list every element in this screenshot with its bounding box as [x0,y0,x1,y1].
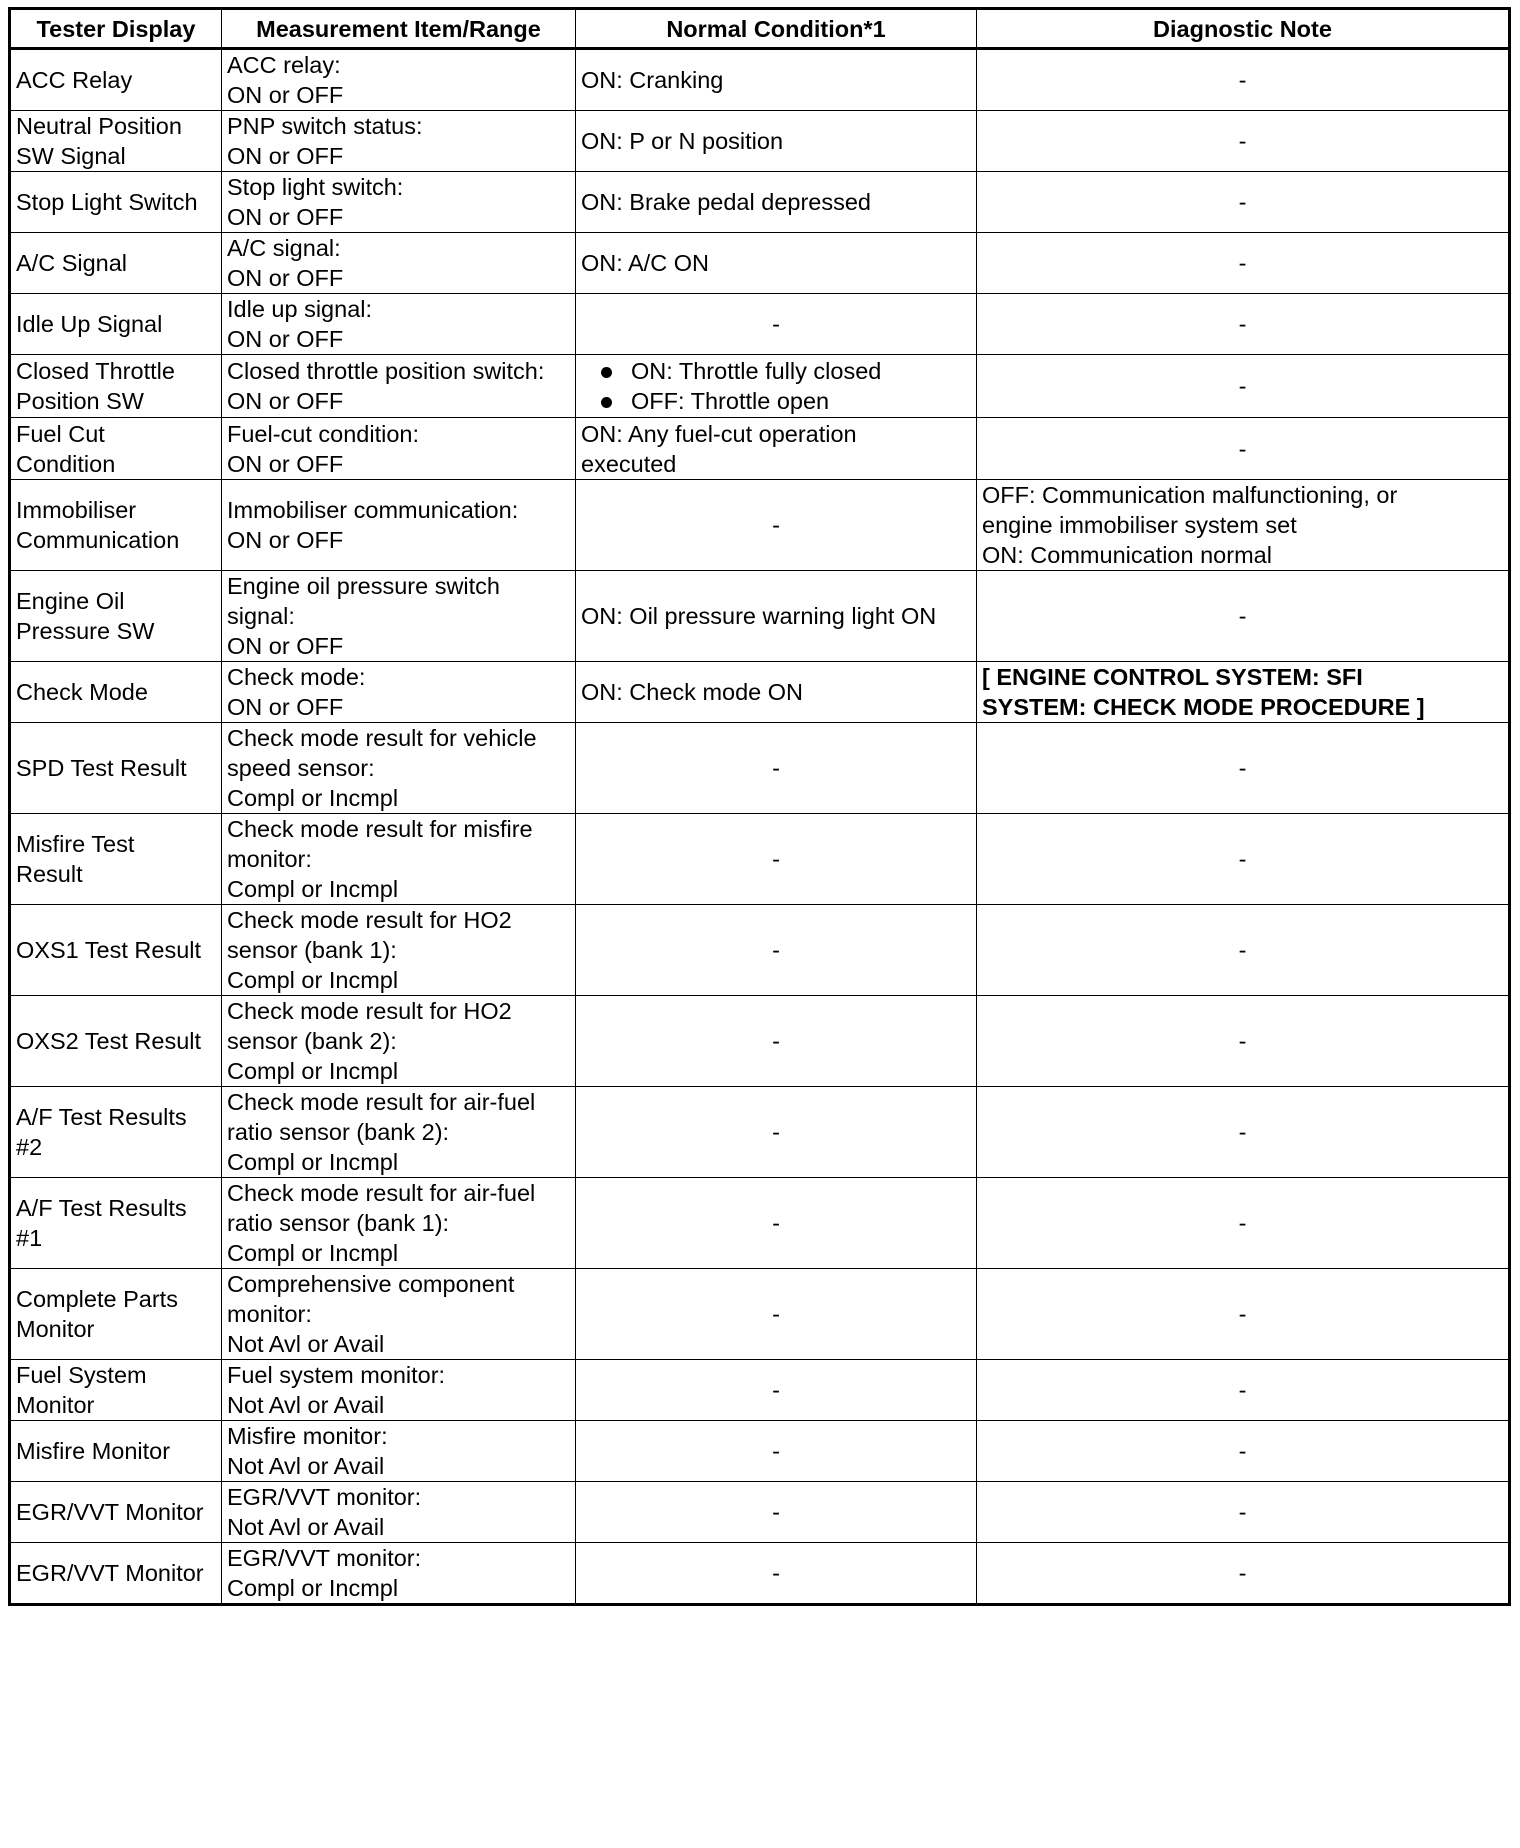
measurement-item-cell-line: PNP switch status: [227,113,423,139]
measurement-item-cell-line: ACC relay: [227,52,341,78]
measurement-item-cell-line: Not Avl or Avail [227,1331,385,1357]
normal-condition-cell-line: - [772,1301,780,1327]
measurement-item-cell-line: Compl or Incmpl [227,1575,399,1601]
normal-condition-cell [576,723,977,814]
tester-display-cell [10,480,222,571]
header-diagnostic-note: Diagnostic Note [977,9,1510,49]
diagnostic-note-cell-line: - [1238,755,1247,781]
measurement-item-cell-line: EGR/VVT monitor: [227,1484,422,1510]
tester-display-cell-line: Idle Up Signal [16,311,163,337]
diagnostic-note-cell-line: - [1238,1560,1247,1586]
tester-display-cell [10,1178,222,1269]
tester-display-cell-line: #2 [16,1134,43,1160]
normal-condition-cell [576,480,977,571]
diagnostic-note-cell [977,1543,1510,1605]
normal-condition-cell [576,905,977,996]
measurement-item-cell-line: ON or OFF [227,694,344,720]
diagnostic-note-cell-line: - [1238,603,1247,629]
normal-condition-cell-line: - [772,1377,780,1403]
normal-condition-cell-line: - [772,1119,780,1145]
normal-condition-cell-line: ON: Check mode ON [581,679,804,705]
normal-condition-cell [576,662,977,723]
normal-condition-cell-line: - [772,755,780,781]
diagnostic-note-cell-line: - [1238,1377,1247,1403]
measurement-item-cell [222,1482,576,1543]
normal-condition-cell [576,996,977,1087]
normal-condition-cell-line: ON: Any fuel-cut operation [581,420,857,447]
diagnostic-note-cell-line: - [1238,311,1247,337]
tester-display-cell-line: OXS2 Test Result [16,1028,202,1054]
normal-condition-cell-line: - [772,1499,780,1525]
measurement-item-cell [222,996,576,1087]
table-row [10,418,1510,480]
table-row [10,111,1510,172]
measurement-item-cell [222,662,576,723]
normal-condition-cell [576,1421,977,1482]
tester-display-cell-line: EGR/VVT Monitor [16,1499,204,1525]
table-row [10,172,1510,233]
measurement-item-cell-line: Misfire monitor: [227,1423,388,1449]
measurement-item-cell [222,905,576,996]
tester-display-cell [10,49,222,111]
measurement-item-cell-line: monitor: [227,1301,312,1327]
tester-display-cell-line: Fuel Cut [16,420,105,447]
tester-display-cell-line: Stop Light Switch [16,189,198,215]
bullet-item: OFF: Throttle open [601,386,971,416]
table-body [10,49,1510,1605]
table-row [10,480,1510,571]
diagnostic-note-cell [977,571,1510,662]
diagnostic-note-cell-line: - [1238,250,1247,276]
diagnostic-note-cell-line: - [1238,1301,1247,1327]
tester-display-cell [10,996,222,1087]
measurement-item-cell-line: Fuel system monitor: [227,1362,446,1388]
tester-display-cell-line: Check Mode [16,679,148,705]
diagnostic-note-cell-line: - [1238,846,1247,872]
table-row [10,1360,1510,1421]
measurement-item-cell-line: Not Avl or Avail [227,1453,385,1479]
normal-condition-bullet-list [581,356,971,416]
table-row [10,662,1510,723]
table-row [10,1269,1510,1360]
diagnostic-note-cell-line: - [1238,937,1247,963]
measurement-item-cell-line: Check mode result for HO2 [227,998,512,1024]
measurement-item-cell-line: sensor (bank 2): [227,1028,397,1054]
measurement-item-cell [222,172,576,233]
measurement-item-cell-line: Check mode: [227,664,366,690]
measurement-item-cell-line: ON or OFF [227,204,344,230]
diagnostic-note-cell [977,294,1510,355]
table-row [10,996,1510,1087]
table-row [10,49,1510,111]
diagnostic-note-cell [977,172,1510,233]
normal-condition-cell-line: - [772,1210,780,1236]
measurement-item-cell [222,1087,576,1178]
diagnostic-note-cell-line: engine immobiliser system set [982,512,1297,538]
table-row [10,294,1510,355]
bullet-item: ON: Throttle fully closed [601,356,971,386]
normal-condition-cell [576,294,977,355]
tester-display-cell-line: Result [16,861,83,887]
normal-condition-cell-line: - [772,937,780,963]
normal-condition-cell-line: - [772,311,780,337]
diagnostic-note-cell [977,723,1510,814]
diagnostic-note-cell-line: - [1238,67,1247,93]
measurement-item-cell [222,1269,576,1360]
measurement-item-cell-line: Fuel-cut condition: [227,420,420,447]
normal-condition-cell-line: - [772,1560,780,1586]
diagnostic-note-cell-line: - [1238,1028,1247,1054]
tester-display-cell [10,814,222,905]
tester-display-cell-line: Misfire Monitor [16,1438,171,1464]
header-normal-condition: Normal Condition*1 [576,9,977,49]
tester-display-cell-line: Closed Throttle [16,358,175,384]
measurement-item-cell-line: monitor: [227,846,312,872]
tester-display-cell [10,1543,222,1605]
normal-condition-cell-line: - [772,1028,780,1054]
table-row [10,723,1510,814]
measurement-item-cell [222,1360,576,1421]
diagnostic-note-cell-line: - [1238,128,1247,154]
normal-condition-cell [576,418,977,480]
normal-condition-cell [576,111,977,172]
diagnostic-note-cell-line: OFF: Communication malfunctioning, or [982,482,1398,508]
measurement-item-cell-line: Compl or Incmpl [227,1058,399,1084]
tester-display-cell [10,355,222,418]
tester-display-cell [10,1360,222,1421]
measurement-item-cell-line: Compl or Incmpl [227,1149,399,1175]
diagnostic-note-cell-line: - [1238,373,1247,399]
tester-display-cell-line: ACC Relay [16,67,133,93]
table-row [10,905,1510,996]
tester-display-cell [10,1269,222,1360]
normal-condition-cell [576,1087,977,1178]
measurement-item-cell-line: Check mode result for air-fuel [227,1089,536,1115]
measurement-item-cell [222,233,576,294]
measurement-item-cell [222,355,576,418]
measurement-item-cell-line: Not Avl or Avail [227,1392,385,1418]
table-row [10,571,1510,662]
measurement-item-cell [222,111,576,172]
diagnostic-note-cell [977,418,1510,480]
normal-condition-cell [576,1543,977,1605]
measurement-item-cell [222,814,576,905]
measurement-item-cell-line: ON or OFF [227,450,344,477]
measurement-item-cell-line: ON or OFF [227,388,344,414]
measurement-item-cell-line: ON or OFF [227,326,344,352]
normal-condition-cell-line: executed [581,450,677,477]
measurement-item-cell [222,571,576,662]
tester-display-cell-line: Fuel System [16,1362,147,1388]
measurement-item-cell-line: Compl or Incmpl [227,1240,399,1266]
measurement-item-cell-line: Stop light switch: [227,174,404,200]
tester-display-cell [10,571,222,662]
tester-display-cell-line: Neutral Position [16,113,182,139]
measurement-item-cell-line: Compl or Incmpl [227,785,399,811]
normal-condition-cell-line: ON: P or N position [581,128,784,154]
normal-condition-cell [576,1269,977,1360]
tester-display-cell-line: Misfire Test [16,831,135,857]
tester-display-cell [10,418,222,480]
normal-condition-cell [576,49,977,111]
table-row [10,814,1510,905]
tester-display-cell [10,172,222,233]
header-row [10,9,1510,49]
measurement-item-cell-line: Comprehensive component [227,1271,515,1297]
measurement-item-cell-line: A/C signal: [227,235,341,261]
measurement-item-cell [222,1543,576,1605]
table-row [10,355,1510,418]
measurement-item-cell-line: Compl or Incmpl [227,876,399,902]
tester-display-cell-line: Immobiliser [16,497,137,523]
measurement-item-cell-line: EGR/VVT monitor: [227,1545,422,1571]
measurement-item-cell-line: Check mode result for air-fuel [227,1180,536,1206]
diagnostic-note-cell-line: - [1238,1499,1247,1525]
measurement-item-cell-line: signal: [227,603,295,629]
tester-display-cell [10,905,222,996]
diagnostic-note-cell-line: [ ENGINE CONTROL SYSTEM: SFI [982,664,1363,690]
diagnostic-note-cell [977,1087,1510,1178]
tester-display-cell-line: OXS1 Test Result [16,937,202,963]
measurement-item-cell-line: ratio sensor (bank 2): [227,1119,450,1145]
data-list-table [8,7,1511,1606]
table-row [10,1421,1510,1482]
tester-display-cell-line: EGR/VVT Monitor [16,1560,204,1586]
tester-display-cell-line: A/F Test Results [16,1104,187,1130]
normal-condition-cell [576,814,977,905]
diagnostic-note-cell-line: - [1238,1119,1247,1145]
normal-condition-cell-line: - [772,512,780,538]
measurement-item-cell-line: Not Avl or Avail [227,1514,385,1540]
measurement-item-cell [222,1421,576,1482]
diagnostic-note-cell-line: - [1238,1438,1247,1464]
measurement-item-cell-line: ON or OFF [227,527,344,553]
diagnostic-note-cell [977,1421,1510,1482]
header-tester-display: Tester Display [10,9,222,49]
diagnostic-note-cell [977,814,1510,905]
diagnostic-note-cell [977,1360,1510,1421]
normal-condition-cell-line: - [772,846,780,872]
diagnostic-note-cell-line: - [1238,1210,1247,1236]
tester-display-cell-line: Engine Oil [16,588,125,614]
diagnostic-note-cell [977,480,1510,571]
measurement-item-cell-line: ON or OFF [227,143,344,169]
diagnostic-note-cell [977,49,1510,111]
diagnostic-note-cell [977,662,1510,723]
tester-display-cell [10,1087,222,1178]
measurement-item-cell [222,723,576,814]
measurement-item-cell-line: Idle up signal: [227,296,373,322]
normal-condition-cell-line: ON: Cranking [581,67,724,93]
tester-display-cell-line: #1 [16,1225,43,1251]
diagnostic-note-cell [977,996,1510,1087]
measurement-item-cell-line: sensor (bank 1): [227,937,397,963]
measurement-item-cell-line: ON or OFF [227,633,344,659]
diagnostic-note-cell-line: SYSTEM: CHECK MODE PROCEDURE ] [982,694,1425,720]
measurement-item-cell-line: ratio sensor (bank 1): [227,1210,450,1236]
measurement-item-cell-line: Engine oil pressure switch [227,573,500,599]
tester-display-cell [10,294,222,355]
normal-condition-cell [576,1482,977,1543]
diagnostic-note-cell [977,233,1510,294]
tester-display-cell-line: Complete Parts [16,1286,178,1312]
measurement-item-cell-line: Check mode result for misfire [227,816,533,842]
measurement-item-cell-line: Compl or Incmpl [227,967,399,993]
tester-display-cell-line: SPD Test Result [16,755,187,781]
normal-condition-cell [576,233,977,294]
normal-condition-cell-line: - [772,1438,780,1464]
header-measurement-item: Measurement Item/Range [222,9,576,49]
diagnostic-note-cell [977,905,1510,996]
diagnostic-note-cell-line: - [1238,435,1247,462]
tester-display-cell-line: Position SW [16,388,144,414]
measurement-item-cell-line: Check mode result for vehicle [227,725,537,751]
tester-display-cell-line: SW Signal [16,143,126,169]
normal-condition-cell [576,571,977,662]
diagnostic-note-cell [977,1269,1510,1360]
normal-condition-cell-line: ON: A/C ON [581,250,709,276]
tester-display-cell-line: Monitor [16,1316,95,1342]
measurement-item-cell [222,49,576,111]
normal-condition-cell [576,355,977,418]
diagnostic-note-cell [977,355,1510,418]
diagnostic-note-cell [977,111,1510,172]
measurement-item-cell-line: Immobiliser communication: [227,497,519,523]
tester-display-cell-line: Condition [16,450,116,477]
measurement-item-cell-line: Check mode result for HO2 [227,907,512,933]
table-row [10,1543,1510,1605]
measurement-item-cell [222,480,576,571]
tester-display-cell [10,1482,222,1543]
measurement-item-cell-line: Closed throttle position switch: [227,358,545,384]
normal-condition-cell [576,172,977,233]
tester-display-cell-line: A/C Signal [16,250,128,276]
diagnostic-note-cell-line: - [1238,189,1247,215]
measurement-item-cell-line: ON or OFF [227,82,344,108]
tester-display-cell [10,111,222,172]
tester-display-cell [10,723,222,814]
tester-display-cell-line: Communication [16,527,180,553]
tester-display-cell-line: Pressure SW [16,618,155,644]
diagnostic-note-cell [977,1178,1510,1269]
table-row [10,1178,1510,1269]
normal-condition-cell-line: ON: Oil pressure warning light ON [581,603,937,629]
tester-display-cell-line: A/F Test Results [16,1195,187,1221]
table-row [10,233,1510,294]
normal-condition-cell [576,1360,977,1421]
measurement-item-cell [222,294,576,355]
tester-display-cell [10,1421,222,1482]
measurement-item-cell [222,1178,576,1269]
normal-condition-cell-line: ON: Brake pedal depressed [581,189,871,215]
tester-display-cell-line: Monitor [16,1392,95,1418]
table-row [10,1482,1510,1543]
diagnostic-note-cell-line: ON: Communication normal [982,542,1272,568]
table-row [10,1087,1510,1178]
diagnostic-note-cell [977,1482,1510,1543]
measurement-item-cell-line: ON or OFF [227,265,344,291]
measurement-item-cell [222,418,576,480]
normal-condition-cell [576,1178,977,1269]
tester-display-cell [10,233,222,294]
tester-display-cell [10,662,222,723]
measurement-item-cell-line: speed sensor: [227,755,375,781]
